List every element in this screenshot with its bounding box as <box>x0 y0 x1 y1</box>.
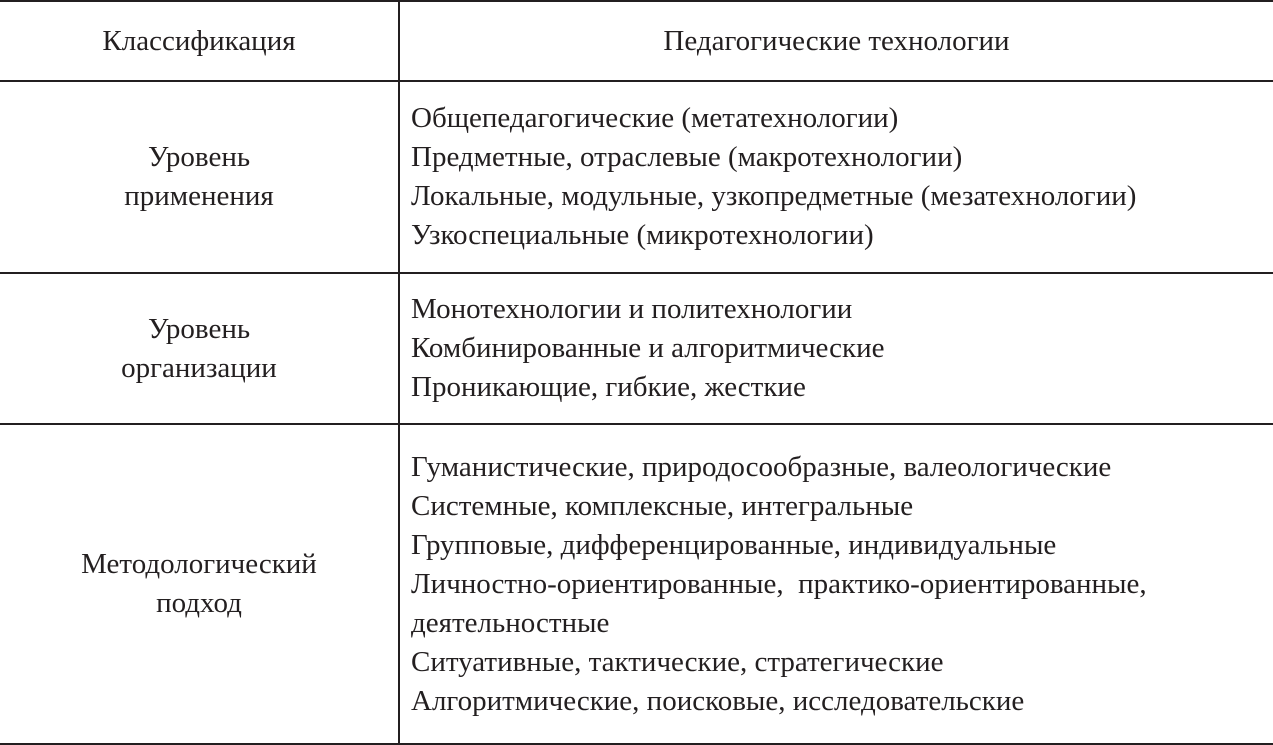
technologies-cell <box>399 424 1273 744</box>
classification-cell <box>0 81 399 273</box>
technology-item: Комбинированные и алгоритмические <box>411 332 885 364</box>
technologies-cell <box>399 81 1273 273</box>
technology-item: Монотехнологии и политехнологии <box>411 293 853 325</box>
table-row-organization-level <box>0 273 1273 424</box>
technology-item: Ситуативные, тактические, стратегические <box>411 645 944 678</box>
technology-item: Проникающие, гибкие, жесткие <box>411 371 806 403</box>
technology-item: Системные, комплексные, интегральные <box>411 489 914 522</box>
technology-item: деятельностные <box>411 606 610 639</box>
header-classification: Классификация <box>0 1 399 81</box>
classification-cell <box>0 424 399 744</box>
technology-item: Личностно-ориентированные, практико-ориентированные, <box>411 567 1147 600</box>
technology-item: Узкоспециальные (микротехнологии) <box>411 219 874 251</box>
table-row-methodological-approach <box>0 424 1273 744</box>
technology-item: Групповые, дифференцированные, индивидуальные <box>411 528 1057 561</box>
classification-text: Уровень <box>147 141 251 173</box>
classification-text: подход <box>156 587 242 619</box>
classification-text: применения <box>124 180 274 212</box>
technologies-cell <box>399 273 1273 424</box>
classification-text: Уровень <box>147 312 251 345</box>
technology-item: Алгоритмические, поисковые, исследовательские <box>411 684 1025 717</box>
technology-item: Предметные, отраслевые (макротехнологии) <box>411 141 963 173</box>
technology-item: Общепедагогические (метатехнологии) <box>411 102 899 134</box>
classification-text: организации <box>121 351 277 384</box>
header-technologies: Педагогические технологии <box>399 1 1273 81</box>
technology-item: Гуманистические, природосообразные, валеологические <box>411 450 1112 483</box>
classification-text: Методологический <box>81 548 317 580</box>
header-row <box>0 1 1273 81</box>
technology-item: Локальные, модульные, узкопредметные (мезатехнологии) <box>411 180 1137 212</box>
table-row-application-level <box>0 81 1273 273</box>
classification-cell <box>0 273 399 424</box>
